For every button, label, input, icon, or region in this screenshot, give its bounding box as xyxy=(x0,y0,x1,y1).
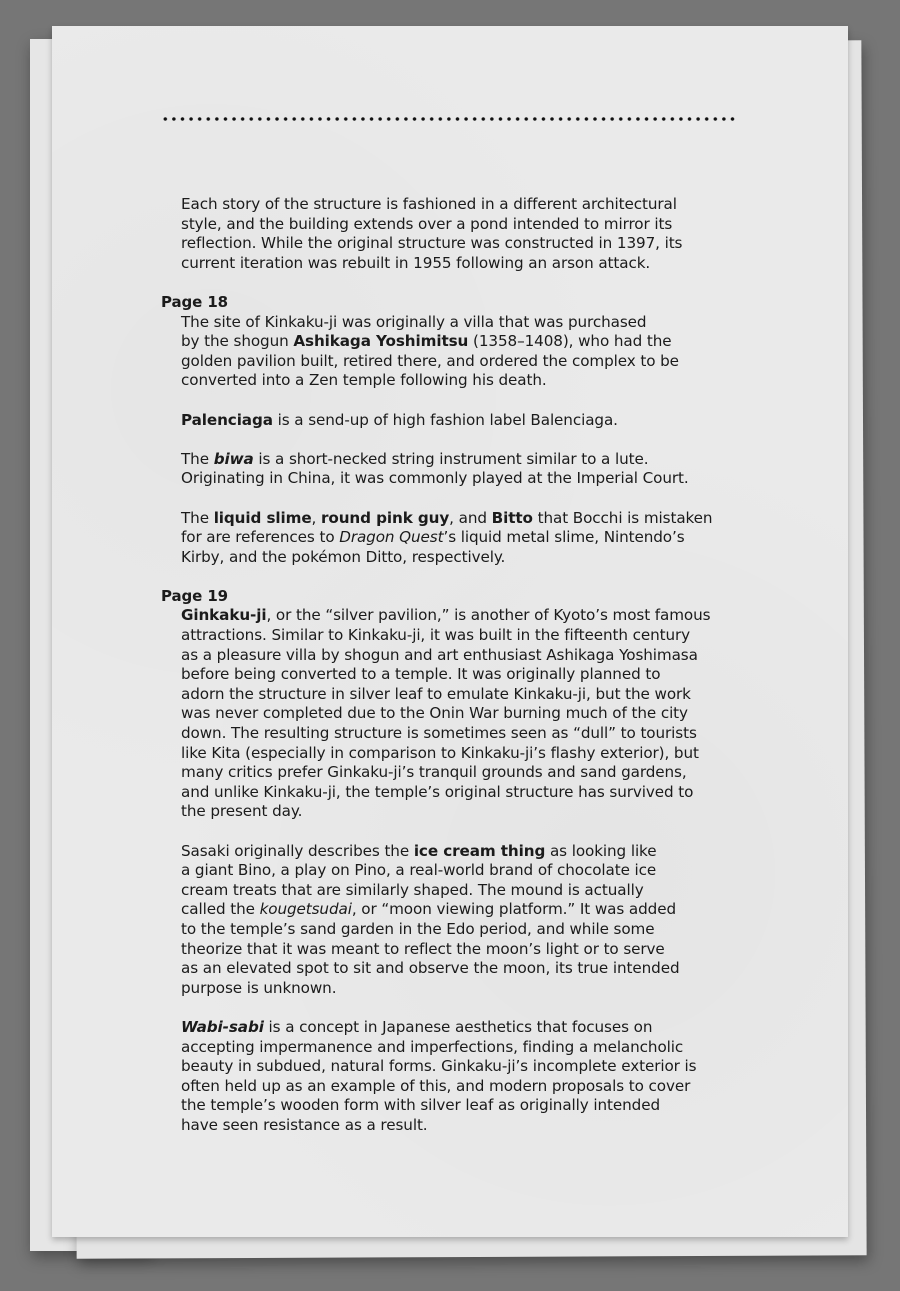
text-run: is a concept in Japanese aesthetics that focuses on xyxy=(263,1017,653,1036)
text-run: , xyxy=(311,508,321,527)
bold-term: Bitto xyxy=(491,508,533,527)
bold-italic-term: Wabi-sabi xyxy=(181,1017,264,1036)
italic-title: Dragon Quest xyxy=(339,528,444,547)
intro-paragraph xyxy=(181,195,761,273)
ice-cream-paragraph xyxy=(181,842,761,999)
text-line xyxy=(181,332,761,352)
ginkakuji-paragraph xyxy=(181,606,761,822)
text-run: called the xyxy=(181,900,260,919)
kinkakuji-paragraph xyxy=(181,313,761,391)
text-line: was never completed due to the Onin War burning much of the city xyxy=(181,704,688,723)
text-line xyxy=(181,450,761,470)
bold-term: Palenciaga xyxy=(181,410,273,429)
text-line: purpose is unknown. xyxy=(181,978,337,997)
text-line: as a pleasure villa by shogun and art enthusiast Ashikaga Yoshimasa xyxy=(181,645,698,664)
text-line: the temple’s wooden form with silver leaf as originally intended xyxy=(181,1096,660,1115)
text-line: have seen resistance as a result. xyxy=(181,1115,428,1134)
text-run: , and xyxy=(449,508,492,527)
notes-content xyxy=(161,195,761,1155)
bold-term: round pink guy xyxy=(321,508,450,527)
text-run: The xyxy=(181,508,214,527)
text-line: style, and the building extends over a pond intended to mirror its xyxy=(181,214,673,233)
text-line xyxy=(181,1018,761,1038)
text-line xyxy=(181,842,761,862)
text-line: golden pavilion built, retired there, and ordered the complex to be xyxy=(181,351,679,370)
text-line: current iteration was rebuilt in 1955 following an arson attack. xyxy=(181,253,651,272)
text-line xyxy=(181,528,761,548)
page-heading: Page 18 xyxy=(161,292,229,311)
bold-term: Ginkaku-ji xyxy=(181,606,267,625)
text-line xyxy=(181,606,761,626)
text-line: Each story of the structure is fashioned in a different architectural xyxy=(181,195,677,213)
biwa-paragraph xyxy=(181,450,761,489)
text-line xyxy=(181,509,761,529)
text-line: The site of Kinkaku-ji was originally a villa that was purchased xyxy=(181,312,647,331)
text-line: as an elevated spot to sit and observe the moon, its true intended xyxy=(181,959,680,978)
page-19-section xyxy=(161,587,761,1136)
text-line: reflection. While the original structure was constructed in 1397, its xyxy=(181,234,683,253)
text-line: and unlike Kinkaku-ji, the temple’s original structure has survived to xyxy=(181,782,694,801)
text-line: down. The resulting structure is sometimes seen as “dull” to tourists xyxy=(181,724,697,743)
text-run: is a send-up of high fashion label Balenciaga. xyxy=(272,410,618,429)
bold-term: Ashikaga Yoshimitsu xyxy=(293,332,469,351)
text-line: like Kita (especially in comparison to Kinkaku-ji’s flashy exterior), but xyxy=(181,743,699,762)
text-line: Originating in China, it was commonly played at the Imperial Court. xyxy=(181,469,689,488)
text-run: Sasaki originally describes the xyxy=(181,841,414,860)
text-run: , or the “silver pavilion,” is another of Kyoto’s most famous xyxy=(266,606,711,625)
text-line: adorn the structure in silver leaf to emulate Kinkaku-ji, but the work xyxy=(181,684,691,703)
text-run: (1358–1408), who had the xyxy=(468,332,672,351)
bold-term: ice cream thing xyxy=(413,841,546,860)
text-line: accepting impermanence and imperfections, finding a melancholic xyxy=(181,1037,684,1056)
text-line: attractions. Similar to Kinkaku-ji, it was built in the fifteenth century xyxy=(181,626,691,645)
wabi-sabi-paragraph xyxy=(181,1018,761,1136)
text-line: Kirby, and the pokémon Ditto, respectively. xyxy=(181,547,506,566)
references-paragraph xyxy=(181,509,761,568)
text-line xyxy=(181,900,761,920)
text-line: converted into a Zen temple following his death. xyxy=(181,371,547,390)
text-run: , or “moon viewing platform.” It was added xyxy=(351,900,676,919)
text-run: that Bocchi is mistaken xyxy=(532,508,713,527)
text-line: to the temple’s sand garden in the Edo period, and while some xyxy=(181,919,655,938)
page-18-section xyxy=(161,293,761,567)
text-line: the present day. xyxy=(181,802,303,821)
page-heading: Page 19 xyxy=(161,586,229,605)
text-run: ’s liquid metal slime, Nintendo’s xyxy=(443,528,685,547)
italic-term: kougetsudai xyxy=(259,900,352,919)
text-run: as looking like xyxy=(545,841,657,860)
text-line: beauty in subdued, natural forms. Ginkaku-ji’s incomplete exterior is xyxy=(181,1057,697,1076)
text-line: theorize that it was meant to reflect the moon’s light or to serve xyxy=(181,939,665,958)
dotted-divider xyxy=(161,116,739,122)
text-line: a giant Bino, a play on Pino, a real-world brand of chocolate ice xyxy=(181,861,657,880)
text-run: for are references to xyxy=(181,528,340,547)
text-line: many critics prefer Ginkaku-ji’s tranquil grounds and sand gardens, xyxy=(181,763,687,782)
text-line xyxy=(181,411,761,431)
text-line: cream treats that are similarly shaped. The mound is actually xyxy=(181,880,644,899)
bold-term: liquid slime xyxy=(213,508,312,527)
text-run: is a short-necked string instrument similar to a lute. xyxy=(253,449,649,468)
text-run: by the shogun xyxy=(181,332,294,351)
text-run: The xyxy=(181,449,214,468)
text-line: before being converted to a temple. It was originally planned to xyxy=(181,665,661,684)
bold-italic-term: biwa xyxy=(213,449,254,468)
palenciaga-paragraph xyxy=(181,411,761,431)
text-line: often held up as an example of this, and modern proposals to cover xyxy=(181,1076,691,1095)
